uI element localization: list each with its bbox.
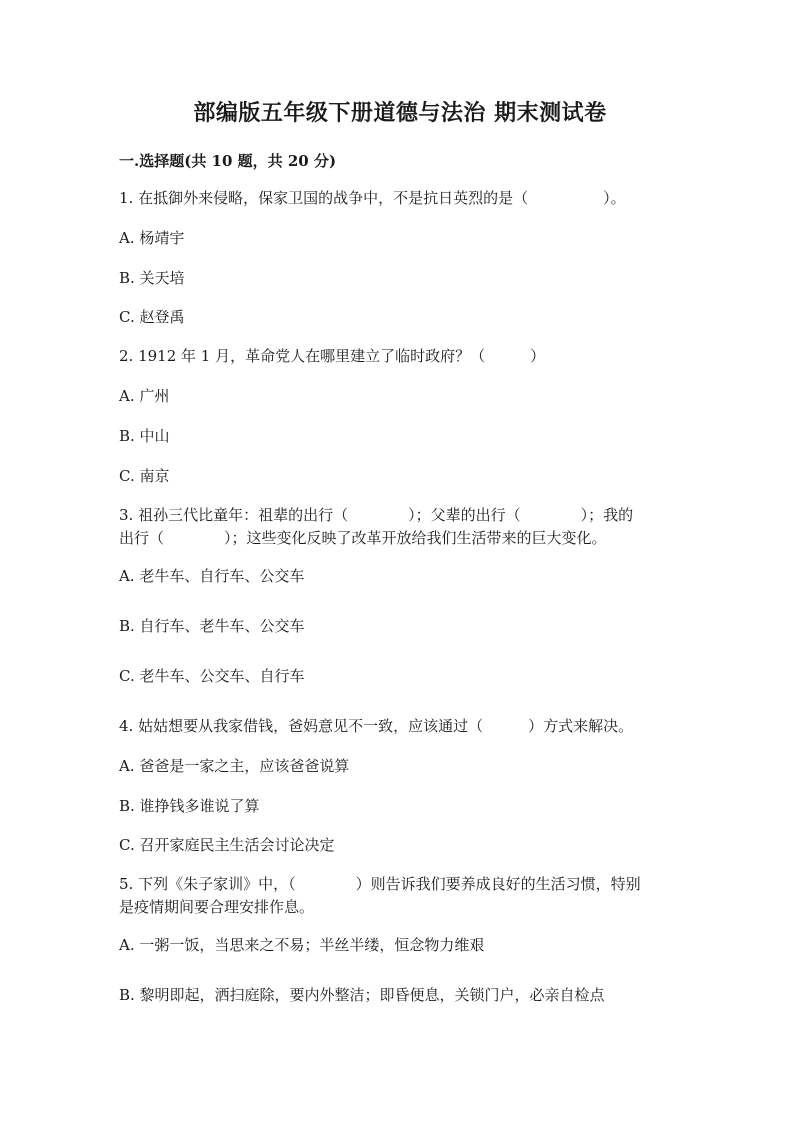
question-3-option-b: B. 自行车、老牛车、公交车 <box>119 617 305 635</box>
question-4-option-a: A. 爸爸是一家之主，应该爸爸说算 <box>119 757 350 775</box>
question-5-stem-line-2: 是疫情期间要合理安排作息。 <box>119 898 315 916</box>
question-1-stem: 1. 在抵御外来侵略，保家卫国的战争中，不是抗日英烈的是（ ）。 <box>119 189 626 207</box>
question-3-stem-line-2: 出行（ ）；这些变化反映了改革开放给我们生活带来的巨大变化。 <box>119 529 607 547</box>
question-4-option-b: B. 谁挣钱多谁说了算 <box>119 797 260 815</box>
question-2-option-b: B. 中山 <box>119 427 170 445</box>
question-1-option-c: C. 赵登禹 <box>119 308 185 326</box>
section-heading: 一.选择题(共 10 题，共 20 分) <box>119 152 337 170</box>
question-2-stem: 2. 1912 年 1 月，革命党人在哪里建立了临时政府？（ ） <box>119 347 546 365</box>
question-5-option-b: B. 黎明即起，洒扫庭除，要内外整洁；即昏便息，关锁门户，必亲自检点 <box>119 986 605 1004</box>
question-5-stem-line-1: 5. 下列《朱子家训》中，（ ）则告诉我们要养成良好的生活习惯，特别 <box>119 875 641 893</box>
question-2-option-c: C. 南京 <box>119 467 170 485</box>
question-1-option-b: B. 关天培 <box>119 269 185 287</box>
page-title: 部编版五年级下册道德与法治 期末测试卷 <box>193 100 607 126</box>
question-3-option-c: C. 老牛车、公交车、自行车 <box>119 667 305 685</box>
question-4-stem: 4. 姑姑想要从我家借钱，爸妈意见不一致，应该通过（ ）方式来解决。 <box>119 717 634 735</box>
question-4-option-c: C. 召开家庭民主生活会讨论决定 <box>119 836 335 854</box>
question-1-option-a: A. 杨靖宇 <box>119 229 185 247</box>
question-3-option-a: A. 老牛车、自行车、公交车 <box>119 567 305 585</box>
question-2-option-a: A. 广州 <box>119 387 170 405</box>
question-5-option-a: A. 一粥一饭，当思来之不易；半丝半缕，恒念物力维艰 <box>119 936 485 954</box>
question-3-stem-line-1: 3. 祖孙三代比童年：祖辈的出行（ ）；父辈的出行（ ）；我的 <box>119 506 634 524</box>
